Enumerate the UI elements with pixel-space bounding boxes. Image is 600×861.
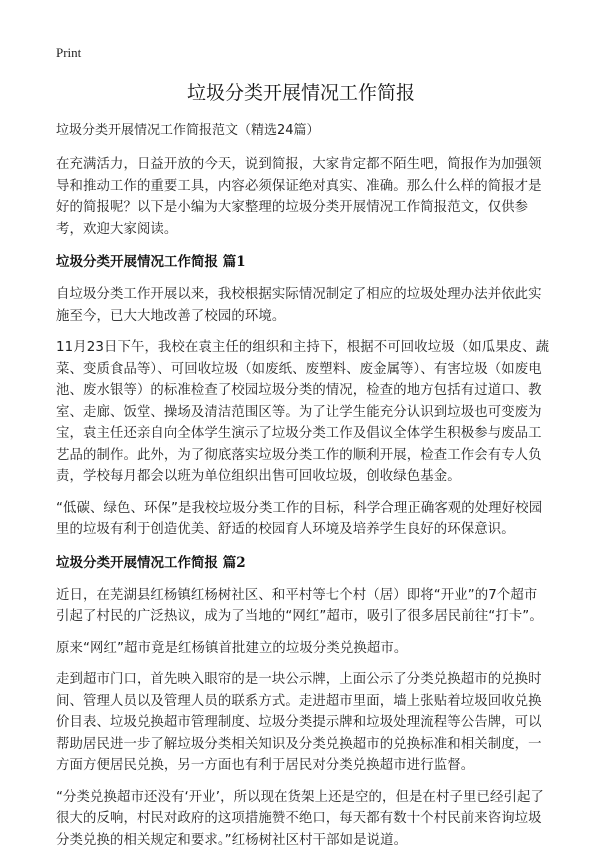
document-title: 垃圾分类开展情况工作简报: [186, 82, 415, 104]
section-heading: 垃圾分类开展情况工作简报 篇2: [56, 554, 246, 571]
body-paragraph: 11月23日下午，我校在袁主任的组织和主持下，根据不可回收垃圾（如瓜果皮、蔬菜、变质食品等）、可回收垃圾（如废纸、废塑料、废金属等）、有害垃圾（如废电池、废水银等）的标准检查了校园垃圾分类的情况，检查的地方包括有过道口、教室、走廊、饭堂、操场及清洁范围区等。为了让学生能充分认识到垃圾也可变废为宝，袁主任还亲自向全体学生演示了垃圾分类工作及倡议全体学生积极参与废品工艺品的制作。此外，为了彻底落实垃圾分类工作的顺利开展，检查工作会有专人负责，学校每月都会以班为单位组织出售可回收垃圾，创收绿色基金。: [56, 340, 550, 484]
intro-paragraph: 在充满活力，日益开放的今天，说到简报，大家肯定都不陌生吧，简报作为加强领导和推动工作的重要工具，内容必须保证绝对真实、准确。那么什么样的简报才是好的简报呢？以下是小编为大家整理的垃圾分类开展情况工作简报范文，仅供参考，欢迎大家阅读。: [56, 157, 542, 237]
body-paragraph: “分类兑换超市还没有‘开业’，所以现在货架上还是空的，但是在村子里已经引起了很大的反响，村民对政府的这项措施赞不绝口，每天都有数十个村民前来咨询垃圾分类兑换的相关规定和要求。”红杨树社区村干部如是说道。: [56, 789, 544, 848]
document-subtitle: 垃圾分类开展情况工作简报范文（精选24篇）: [56, 123, 320, 138]
body-paragraph: 自垃圾分类工作开展以来，我校根据实际情况制定了相应的垃圾处理办法并依此实施至今，已大大地改善了校园的环境。: [56, 287, 542, 324]
body-paragraph: 原来“网红”超市竟是红杨镇首批建立的垃圾分类兑换超市。: [56, 640, 408, 656]
body-paragraph: “低碳、绿色、环保”是我校垃圾分类工作的目标，科学合理正确客观的处理好校园里的垃圾有利于创造优美、舒适的校园育人环境及培养学生良好的环保意识。: [56, 500, 543, 537]
body-paragraph: 走到超市门口，首先映入眼帘的是一块公示牌，上面公示了分类兑换超市的兑换时间、管理人员以及管理人员的联系方式。走进超市里面，墙上张贴着垃圾回收兑换价目表、垃圾兑换超市管理制度、垃圾分类提示牌和垃圾处理流程等公告牌，可以帮助居民进一步了解垃圾分类相关知识及分类兑换超市的兑换标准和相关制度，一方面方便居民兑换，另一方面也有利于居民对分类兑换超市进行监督。: [56, 672, 542, 773]
section-heading: 垃圾分类开展情况工作简报 篇1: [56, 254, 246, 270]
body-paragraph: 近日，在芜湖县红杨镇红杨树社区、和平村等七个村（居）即将“开业”的7个超市引起了村民的广泛热议，成为了当地的“网红”超市，吸引了很多居民前往“打卡”。: [56, 587, 543, 624]
print-link[interactable]: Print: [56, 45, 82, 60]
document-content: [56, 121, 550, 861]
